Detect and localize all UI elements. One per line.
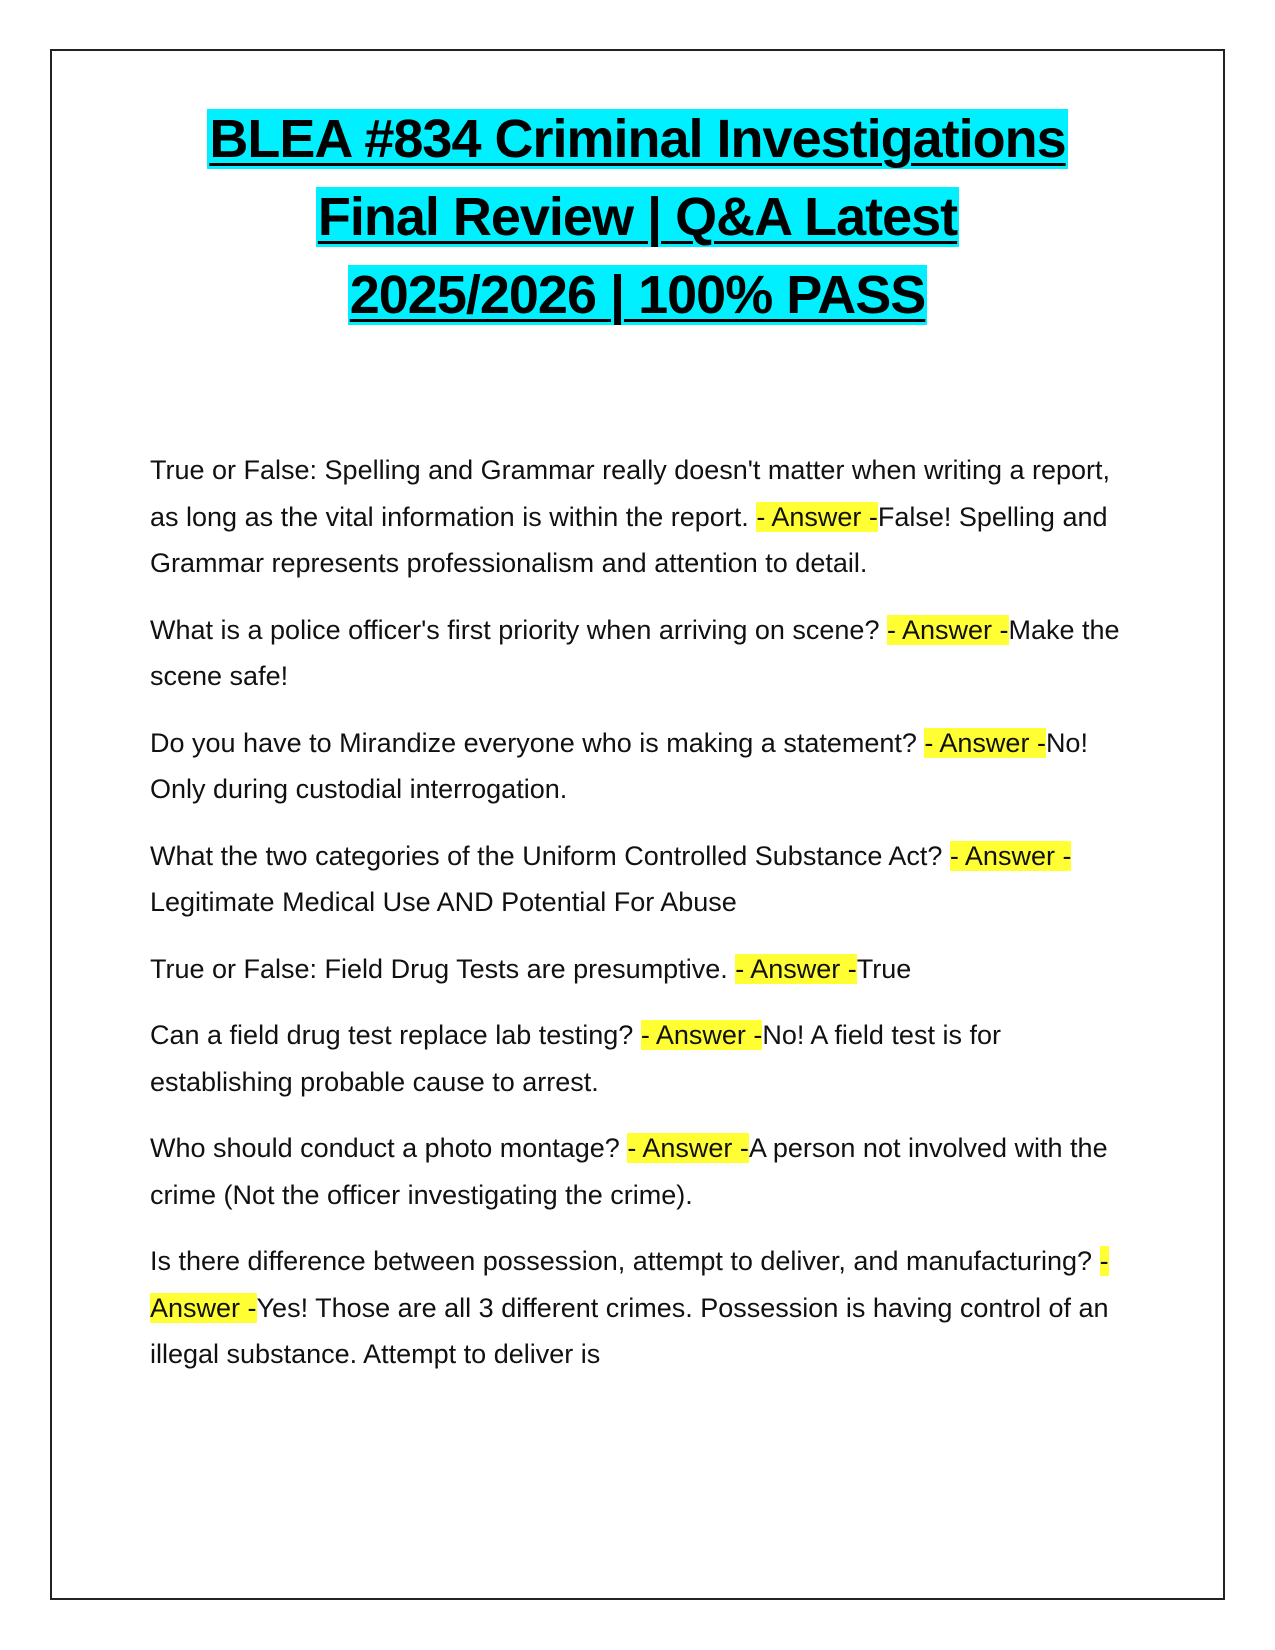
answer-marker: - Answer - — [150, 1246, 1109, 1323]
answer-text: A person not involved with the crime (Not the officer investigating the crime). — [150, 1133, 1108, 1210]
question-text: Can a field drug test replace lab testing? — [150, 1020, 641, 1050]
answer-marker: - Answer - — [735, 953, 857, 984]
document-title — [100, 100, 1175, 334]
qa-item — [150, 946, 1125, 993]
answer-text: False! Spelling and Grammar represents professionalism and attention to detail. — [150, 501, 1108, 578]
answer-marker: - Answer - — [949, 840, 1072, 871]
question-text: Is there difference between possession, attempt to deliver, and manufacturing? — [150, 1246, 1100, 1276]
qa-item — [150, 1012, 1125, 1105]
question-text: What is a police officer's first priority when arriving on scene? — [150, 614, 887, 645]
qa-item — [150, 447, 1125, 587]
qa-item — [150, 1125, 1125, 1218]
answer-marker: - Answer - — [756, 501, 878, 532]
question-text: True or False: Field Drug Tests are presumptive. — [150, 953, 736, 984]
qa-item — [150, 833, 1125, 926]
answer-text: Make the scene safe! — [150, 614, 1120, 691]
answer-text: Legitimate Medical Use AND Potential For Abuse — [150, 887, 737, 917]
answer-text: No! A field test is for establishing probable cause to arrest. — [150, 1020, 1001, 1097]
title-line-3: 2025/2026 | 100% PASS — [349, 265, 926, 325]
qa-item — [150, 720, 1125, 813]
title-line-2: Final Review | Q&A Latest — [317, 187, 958, 247]
title-line-1: BLEA #834 Criminal Investigations — [209, 109, 1066, 169]
question-text: Do you have to Mirandize everyone who is making a statement? — [150, 727, 925, 758]
answer-text: Yes! Those are all 3 different crimes. Possession is having control of an illegal substance. Attempt to deliver is — [150, 1292, 1109, 1369]
question-text: True or False: Spelling and Grammar really doesn't matter when writing a report, as long as the vital information is within the report. — [150, 455, 1111, 532]
answer-marker: - Answer - — [640, 1020, 763, 1050]
qa-list — [150, 447, 1125, 1398]
answer-marker: - Answer - — [627, 1133, 749, 1163]
answer-text: True — [856, 953, 912, 984]
answer-marker: - Answer - — [886, 614, 1009, 645]
qa-item — [150, 1238, 1125, 1378]
question-text: What the two categories of the Uniform Controlled Substance Act? — [150, 840, 950, 871]
question-text: Who should conduct a photo montage? — [150, 1133, 628, 1163]
qa-item — [150, 607, 1125, 700]
answer-text: No! Only during custodial interrogation. — [150, 727, 1088, 804]
answer-marker: - Answer - — [924, 727, 1046, 758]
